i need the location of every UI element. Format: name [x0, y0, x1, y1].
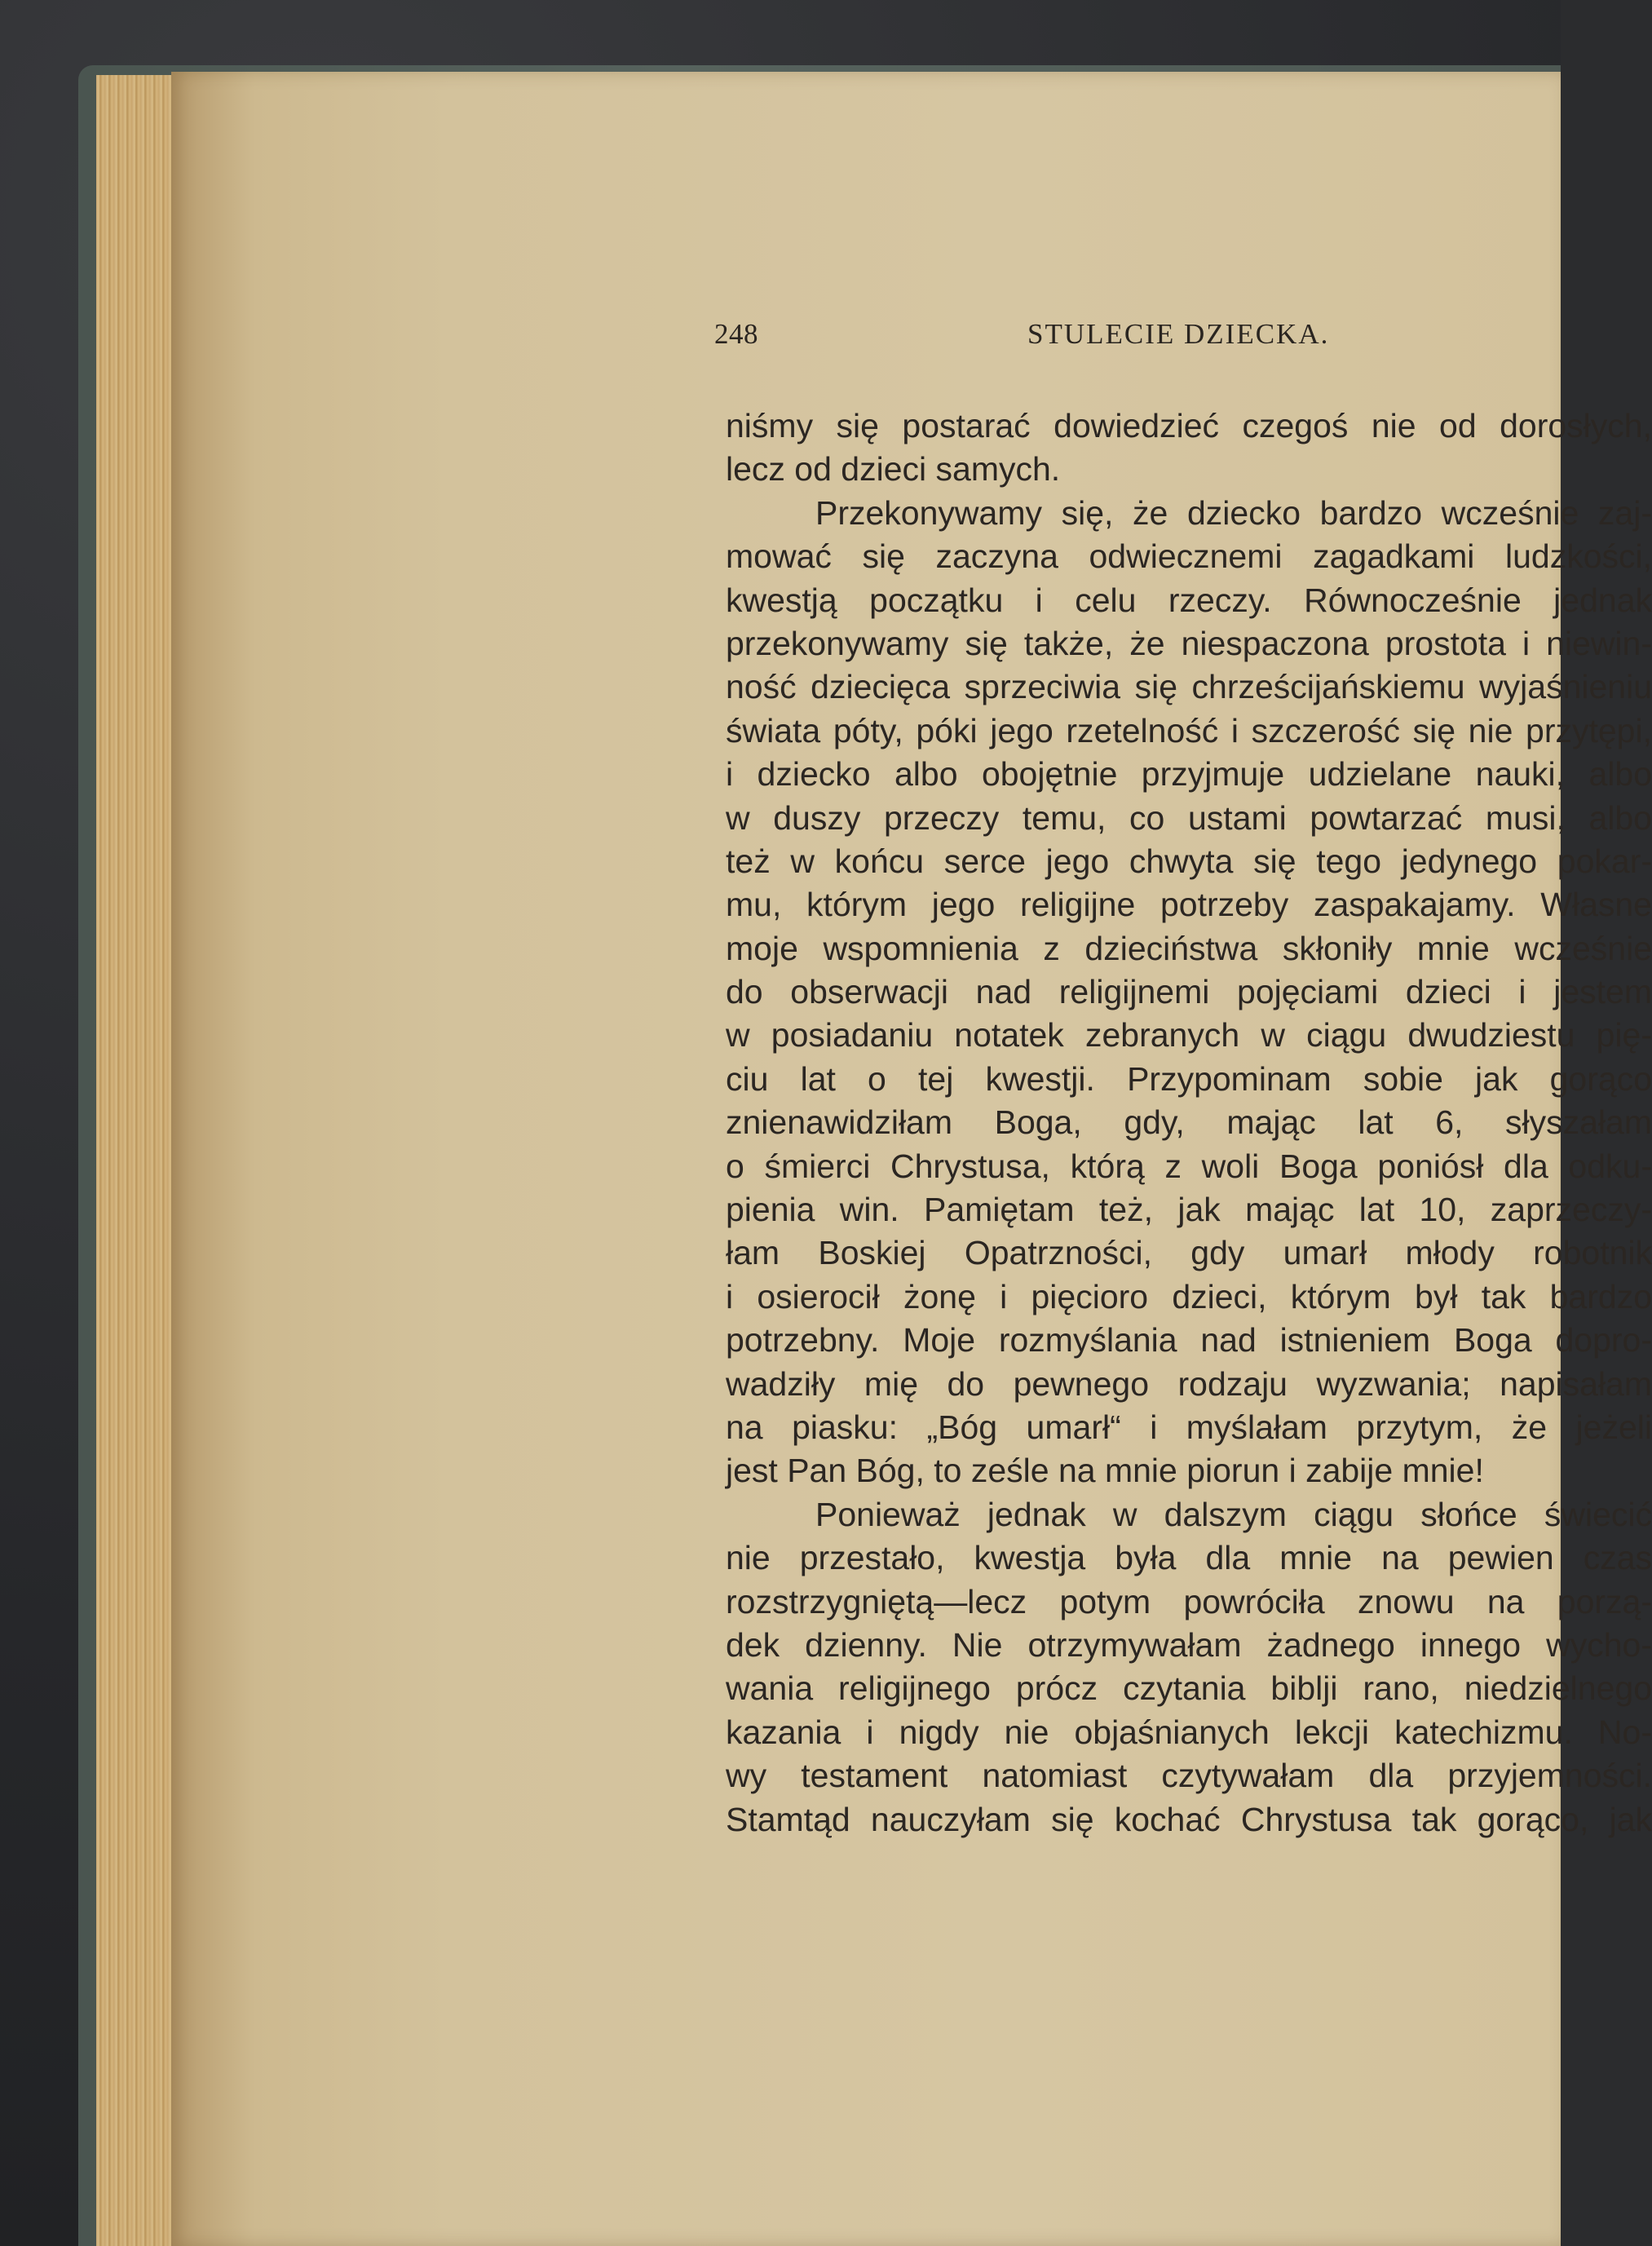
- text-line: wadziły mię do pewnego rodzaju wyzwania; napisałam: [726, 1364, 1652, 1403]
- page-number: 248: [714, 318, 758, 350]
- running-head: [171, 318, 1561, 354]
- text-line: pienia win. Pamiętam też, jak mając lat 10, zaprzeczy-: [726, 1191, 1652, 1229]
- text-line: też w końcu serce jego chwyta się tego jedynego pokar-: [726, 842, 1652, 880]
- text-line: mu, którym jego religijne potrzeby zaspakajamy. Własne: [726, 886, 1652, 924]
- text-line: wy testament natomiast czytywałam dla przyjemności.: [726, 1757, 1652, 1795]
- text-line: o śmierci Chrystusa, którą z woli Boga poniósł dla odku-: [726, 1147, 1652, 1185]
- text-line: lecz od dzieci samych.: [726, 450, 1061, 489]
- text-line: nie przestało, kwestja była dla mnie na pewien czas: [726, 1539, 1652, 1577]
- text-line: ność dziecięca sprzeciwia się chrześcijańskiemu wyjaśnieniu: [726, 668, 1652, 706]
- text-line: w duszy przeczy temu, co ustami powtarzać musi, albo: [726, 798, 1652, 837]
- text-line: Przekonywamy się, że dziecko bardzo wcześnie zaj-: [815, 493, 1652, 532]
- text-line: przekonywamy się także, że niespaczona prostota i niewin-: [726, 624, 1652, 662]
- text-line: Ponieważ jednak w dalszym ciągu słońce świecić: [815, 1495, 1652, 1533]
- text-line: ciu lat o tej kwestji. Przypominam sobie jak gorąco: [726, 1059, 1652, 1098]
- text-line: w posiadaniu notatek zebranych w ciągu dwudziestu pię-: [726, 1016, 1652, 1054]
- text-line: kwestją początku i celu rzeczy. Równocześnie jednak: [726, 581, 1652, 619]
- text-line: świata póty, póki jego rzetelność i szczerość się nie przytępi,: [726, 711, 1652, 749]
- text-line: do obserwacji nad religijnemi pojęciami dzieci i jestem: [726, 973, 1652, 1011]
- book-page: [171, 72, 1652, 2246]
- text-line: jest Pan Bóg, to ześle na mnie piorun i zabije mnie!: [726, 1452, 1484, 1490]
- text-line: rozstrzygniętą—lecz potym powróciła znowu na porzą-: [726, 1582, 1652, 1620]
- running-title: STULECIE DZIECKA.: [1027, 318, 1330, 350]
- text-line: i dziecko albo obojętnie przyjmuje udzielane nauki, albo: [726, 755, 1652, 794]
- text-line: wania religijnego prócz czytania biblji rano, niedzielnego: [726, 1669, 1652, 1708]
- body-text: [726, 405, 1652, 1841]
- text-line: kazania i nigdy nie objaśnianych lekcji katechizmu. No-: [726, 1713, 1652, 1751]
- text-line: niśmy się postarać dowiedzieć czegoś nie od dorosłych,: [726, 407, 1652, 444]
- text-line: znienawidziłam Boga, gdy, mając lat 6, słyszałam: [726, 1103, 1652, 1142]
- text-line: moje wspomnienia z dzieciństwa skłoniły mnie wcześnie: [726, 929, 1652, 967]
- text-line: potrzebny. Moje rozmyślania nad istnieniem Boga dopro-: [726, 1321, 1652, 1360]
- text-line: Stamtąd nauczyłam się kochać Chrystusa tak gorąco, jak: [726, 1800, 1652, 1838]
- text-line: dek dzienny. Nie otrzymywałam żadnego innego wycho-: [726, 1625, 1652, 1664]
- text-line: łam Boskiej Opatrzności, gdy umarł młody robotnik: [726, 1234, 1652, 1272]
- text-line: mować się zaczyna odwiecznemi zagadkami ludzkości,: [726, 537, 1652, 576]
- text-line: i osierocił żonę i pięcioro dzieci, którym był tak bardzo: [726, 1277, 1652, 1315]
- text-line: na piasku: „Bóg umarł“ i myślałam przytym, że jeżeli: [726, 1408, 1652, 1446]
